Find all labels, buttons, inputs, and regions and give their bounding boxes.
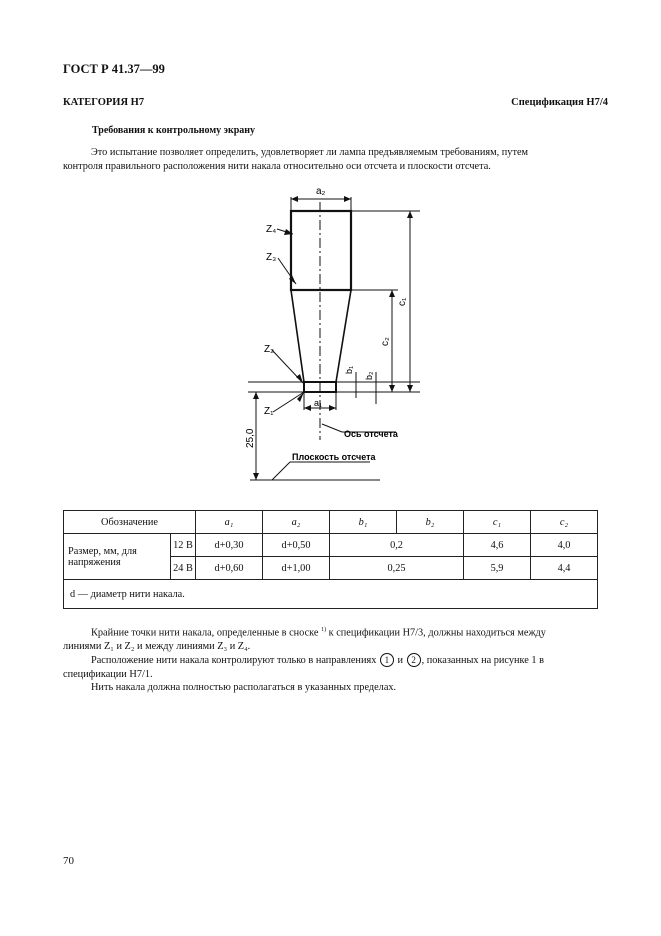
label-z2: Z₂ xyxy=(264,344,274,355)
table-header-cell: b₁ xyxy=(330,511,397,534)
table-cell: d+0,50 xyxy=(263,534,330,557)
table-cell: 4,4 xyxy=(531,557,598,580)
table-cell: 0,25 xyxy=(330,557,464,580)
table-header-cell: b₂ xyxy=(397,511,464,534)
label-reference-plane: Плоскость отсчета xyxy=(292,452,376,462)
body-p3-line-1: Нить накала должна полностью располагаться в указанных пределах. xyxy=(91,682,397,693)
category-title: КАТЕГОРИЯ H7 xyxy=(63,97,145,108)
label-reference-axis: Ось отсчета xyxy=(344,429,398,439)
upper-zone-rect xyxy=(291,211,351,290)
specification-title: Спецификация H7/4 xyxy=(511,97,608,108)
label-dim-25: 25,0 xyxy=(245,428,256,448)
body-p2-text-a: Расположение нити накала контролируют только в направлениях xyxy=(91,655,377,666)
body-p2-line-2: спецификации H7/1. xyxy=(63,669,153,680)
standard-code: ГОСТ Р 41.37—99 xyxy=(63,62,165,76)
label-a1: a₁ xyxy=(314,398,323,408)
direction-1-marker: 1 xyxy=(380,653,394,667)
body-paragraph-2 xyxy=(63,653,608,682)
table-note-row xyxy=(64,580,598,609)
table-row xyxy=(64,534,598,557)
table-note: d — диаметр нити накала. xyxy=(64,580,598,609)
body-p1-text-b: к спецификации H7/3, должны находиться между xyxy=(326,627,546,639)
table-cell: d+0,30 xyxy=(196,534,263,557)
body-p1-line-2: линиями Z₁ и Z₂ и между линиями Z₃ и Z₄. xyxy=(63,641,251,653)
table-header-row xyxy=(64,511,598,534)
dimensions-table xyxy=(63,510,598,609)
table-cell: 4,0 xyxy=(531,534,598,557)
label-b2: b₂ xyxy=(364,371,374,380)
label-z3: Z₃ xyxy=(266,252,277,263)
table-header-cell: a₁ xyxy=(196,511,263,534)
table-cell: d+0,60 xyxy=(196,557,263,580)
body-paragraph-1 xyxy=(63,623,608,654)
voltage-cell: 24 В xyxy=(171,557,196,580)
body-p1-line-1 xyxy=(63,623,608,640)
intro-line-1: Это испытание позволяет определить, удовлетворяет ли лампа предъявляемым требованиям, путем xyxy=(91,147,529,158)
requirements-heading: Требования к контрольному экрану xyxy=(92,125,256,136)
body-p2-and: и xyxy=(397,655,404,666)
table-cell: 5,9 xyxy=(464,557,531,580)
body-p2-text-b: , показанных на рисунке 1 в xyxy=(421,655,544,666)
table-header-cell: a₂ xyxy=(263,511,330,534)
table-cell: 4,6 xyxy=(464,534,531,557)
direction-2-marker: 2 xyxy=(407,653,421,667)
page-number: 70 xyxy=(63,855,74,867)
body-p1-text-a: Крайние точки нити накала, определенные в сноске xyxy=(91,627,322,639)
table-cell: d+1,00 xyxy=(263,557,330,580)
taper-left-line xyxy=(291,290,304,382)
label-a2: a₂ xyxy=(316,186,326,197)
body-paragraph-3 xyxy=(63,681,608,695)
plane-label-leader xyxy=(272,462,290,480)
table-cell: 0,2 xyxy=(330,534,464,557)
label-z1: Z₁ xyxy=(264,406,274,417)
row-label-cell: Размер, мм, для напряжения xyxy=(64,534,171,580)
axis-label-leader xyxy=(322,424,342,432)
label-c1: c₁ xyxy=(397,297,408,306)
table-header-cell: c₂ xyxy=(531,511,598,534)
intro-line-2: контроля правильного расположения нити накала относительно оси отсчета и плоскости отсчета. xyxy=(63,161,491,172)
label-b1: b₁ xyxy=(344,365,354,374)
body-p2-line-1 xyxy=(63,653,608,668)
voltage-cell: 12 В xyxy=(171,534,196,557)
table-header-cell: c₁ xyxy=(464,511,531,534)
label-c2: c₂ xyxy=(380,337,391,346)
footnote-ref: 1) xyxy=(321,627,327,633)
table-header-cell: Обозначение xyxy=(64,511,196,534)
z1-leader xyxy=(273,392,304,412)
label-z4: Z₄ xyxy=(266,224,277,235)
